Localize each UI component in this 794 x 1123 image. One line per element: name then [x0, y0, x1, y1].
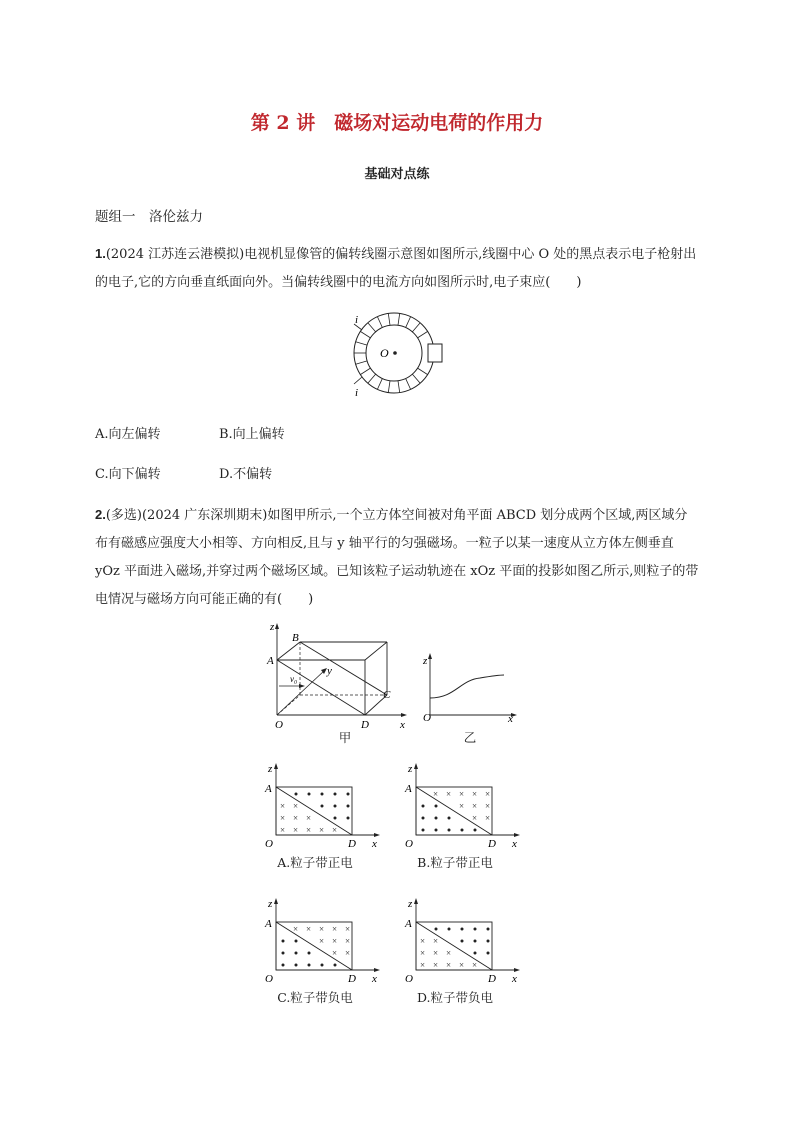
field-cross: × — [345, 924, 351, 934]
deflection-coil-figure — [340, 310, 450, 400]
point-b-label: B — [292, 632, 299, 644]
field-cross: × — [485, 813, 491, 823]
axis-x-label: x — [508, 713, 513, 725]
point-d-label: D — [348, 838, 356, 850]
field-cross: × — [293, 813, 299, 823]
coil-winding — [406, 317, 411, 328]
field-dot — [461, 928, 464, 931]
diagonal-ad — [416, 787, 492, 835]
origin-label: O — [265, 973, 273, 985]
figure-yi-caption: 乙 — [463, 730, 477, 745]
field-dot — [308, 952, 311, 955]
field-cross: × — [485, 789, 491, 799]
field-dot — [461, 829, 464, 832]
field-cross: × — [345, 948, 351, 958]
trajectory-figure-yi — [420, 650, 530, 725]
field-dot — [321, 805, 324, 808]
field-cross: × — [446, 948, 452, 958]
field-cross: × — [459, 801, 465, 811]
point-a-label: A — [265, 783, 272, 795]
velocity-label: v₀ — [290, 674, 298, 684]
field-cross: × — [472, 801, 478, 811]
field-cross: × — [293, 825, 299, 835]
field-dot — [295, 940, 298, 943]
field-cross: × — [485, 801, 491, 811]
option-field-figure — [260, 760, 390, 855]
coil-winding — [356, 342, 368, 345]
field-cross: × — [306, 924, 312, 934]
field-dot — [422, 829, 425, 832]
q1-option-d: D.不偏转 — [219, 467, 273, 482]
field-dot — [282, 952, 285, 955]
current-label-bottom: i — [355, 387, 359, 399]
coil-winding — [398, 313, 400, 325]
field-cross: × — [459, 789, 465, 799]
field-dot — [487, 940, 490, 943]
coil-winding — [398, 381, 400, 393]
field-cross: × — [319, 924, 325, 934]
axis-y-label: y — [327, 665, 332, 677]
field-cross: × — [433, 936, 439, 946]
field-cross: × — [293, 924, 299, 934]
point-c-label: C — [383, 689, 391, 701]
q1-option-a: A.向左偏转 — [95, 427, 161, 442]
field-cross: × — [332, 924, 338, 934]
field-dot — [334, 793, 337, 796]
coil-winding — [388, 313, 390, 325]
x-axis-arrow — [514, 968, 520, 972]
point-a-label: A — [265, 918, 272, 930]
field-dot — [461, 940, 464, 943]
axis-z-label: z — [408, 898, 413, 910]
field-dot — [347, 793, 350, 796]
field-cross: × — [420, 960, 426, 970]
field-cross: × — [459, 960, 465, 970]
field-dot — [282, 964, 285, 967]
field-cross: × — [332, 936, 338, 946]
field-cross: × — [293, 801, 299, 811]
page-title: 第 2 讲 磁场对运动电荷的作用力 — [250, 112, 544, 134]
z-axis-arrow — [274, 898, 278, 904]
point-a-label: A — [267, 655, 274, 667]
field-cross: × — [319, 936, 325, 946]
coil-winding — [406, 378, 411, 389]
coil-winding — [356, 361, 368, 364]
option-field-figure — [400, 895, 530, 990]
field-cross: × — [433, 960, 439, 970]
axis-z-label: z — [423, 655, 428, 667]
field-cross: × — [420, 948, 426, 958]
coil-winding — [377, 378, 382, 389]
x-axis-arrow — [514, 833, 520, 837]
field-dot — [435, 829, 438, 832]
field-dot — [448, 928, 451, 931]
x-axis-arrow — [374, 833, 380, 837]
z-axis-arrow — [274, 763, 278, 769]
figure-jia-caption: 甲 — [338, 730, 352, 745]
coil-winding — [360, 368, 370, 374]
field-dot — [295, 964, 298, 967]
point-a-label: A — [405, 918, 412, 930]
field-dot — [347, 817, 350, 820]
field-dot — [435, 817, 438, 820]
point-d-label: D — [488, 973, 496, 985]
field-dot — [321, 793, 324, 796]
field-dot — [448, 829, 451, 832]
field-cross: × — [306, 825, 312, 835]
point-d-label: D — [348, 973, 356, 985]
diagonal-ad — [416, 922, 492, 970]
field-dot — [422, 805, 425, 808]
field-dot — [474, 928, 477, 931]
diagonal-ad — [276, 787, 352, 835]
topic-group-heading: 题组一 洛伦兹力 — [95, 209, 203, 225]
field-dot — [282, 940, 285, 943]
field-cross: × — [433, 789, 439, 799]
axis-x-label: x — [512, 973, 517, 985]
diagonal-ad — [276, 922, 352, 970]
z-axis-arrow — [414, 898, 418, 904]
coil-winding — [412, 323, 420, 332]
axis-x-label: x — [400, 719, 405, 731]
option-field-figure — [400, 760, 530, 855]
field-cross: × — [280, 813, 286, 823]
field-cross: × — [345, 936, 351, 946]
field-cross: × — [433, 948, 439, 958]
field-dot — [308, 964, 311, 967]
option-caption: B.粒子带正电 — [417, 855, 493, 870]
x-axis-arrow — [374, 968, 380, 972]
point-d-label: D — [488, 838, 496, 850]
coil-winding — [388, 381, 390, 393]
field-cross: × — [420, 936, 426, 946]
field-dot — [487, 928, 490, 931]
origin-label: O — [423, 712, 431, 724]
axis-x-label: x — [372, 973, 377, 985]
coil-winding — [418, 368, 428, 374]
field-dot — [334, 817, 337, 820]
current-label-top: i — [355, 314, 359, 326]
electron-dot — [393, 351, 397, 355]
point-d-label: D — [361, 719, 369, 731]
axis-x-label: x — [512, 838, 517, 850]
field-dot — [474, 940, 477, 943]
question-2 — [95, 501, 700, 614]
q1-option-b: B.向上偏转 — [219, 427, 285, 442]
field-dot — [295, 793, 298, 796]
axis-z-label: z — [268, 763, 273, 775]
coil-winding — [368, 374, 376, 383]
question-number: 2. — [95, 507, 106, 522]
field-cross: × — [280, 801, 286, 811]
question-1 — [95, 240, 700, 297]
field-dot — [487, 952, 490, 955]
field-cross: × — [319, 825, 325, 835]
field-cross: × — [446, 960, 452, 970]
question-text: (多选)(2024 广东深圳期末)如图甲所示,一个立方体空间被对角平面 ABCD 划分成两个区域,两区域分布有磁感应强度大小相等、方向相反,且与 y 轴平行的匀强磁场。一粒子以某一速度从立方体左侧垂直 yOz 平面进入磁场,并穿过两个磁场区域。已知该粒子运动轨迹在 xOz 平面的投影如图乙所示,则粒子的带电情况与磁场方向可能正确的有( ) — [95, 508, 699, 607]
z-axis-arrow — [414, 763, 418, 769]
field-cross: × — [332, 948, 338, 958]
option-field-figure — [260, 895, 390, 990]
coil-winding — [360, 331, 370, 337]
field-cross: × — [306, 813, 312, 823]
field-dot — [474, 952, 477, 955]
field-dot — [448, 817, 451, 820]
field-dot — [308, 793, 311, 796]
field-dot — [422, 817, 425, 820]
field-dot — [334, 805, 337, 808]
section-subtitle: 基础对点练 — [364, 167, 430, 182]
option-caption: C.粒子带负电 — [277, 990, 353, 1005]
field-dot — [347, 805, 350, 808]
field-cross: × — [332, 825, 338, 835]
coil-winding — [368, 323, 376, 332]
field-dot — [321, 964, 324, 967]
origin-label: O — [405, 973, 413, 985]
option-caption: A.粒子带正电 — [277, 855, 353, 870]
coil-winding — [377, 317, 382, 328]
field-cross: × — [446, 789, 452, 799]
origin-label: O — [265, 838, 273, 850]
origin-label: O — [405, 838, 413, 850]
origin-label: O — [275, 719, 283, 731]
field-cross: × — [280, 825, 286, 835]
q1-option-c: C.向下偏转 — [95, 467, 161, 482]
field-cross: × — [472, 813, 478, 823]
axis-x-label: x — [372, 838, 377, 850]
center-label: O — [380, 346, 389, 360]
field-cross: × — [472, 789, 478, 799]
field-dot — [435, 928, 438, 931]
axis-z-label: z — [268, 898, 273, 910]
field-dot — [474, 829, 477, 832]
field-cross: × — [472, 960, 478, 970]
coil-winding — [412, 374, 420, 383]
option-caption: D.粒子带负电 — [416, 990, 494, 1005]
field-dot — [334, 964, 337, 967]
field-dot — [435, 805, 438, 808]
question-text: (2024 江苏连云港模拟)电视机显像管的偏转线圈示意图如图所示,线圈中心 O 处的黑点表示电子枪射出的电子,它的方向垂直纸面向外。当偏转线圈中的电流方向如图所示时,电子束应( ) — [95, 247, 697, 290]
question-number: 1. — [95, 246, 106, 261]
axis-z-label: z — [270, 621, 275, 633]
axis-z-label: z — [408, 763, 413, 775]
coil-winding — [418, 331, 428, 337]
field-dot — [295, 952, 298, 955]
point-a-label: A — [405, 783, 412, 795]
